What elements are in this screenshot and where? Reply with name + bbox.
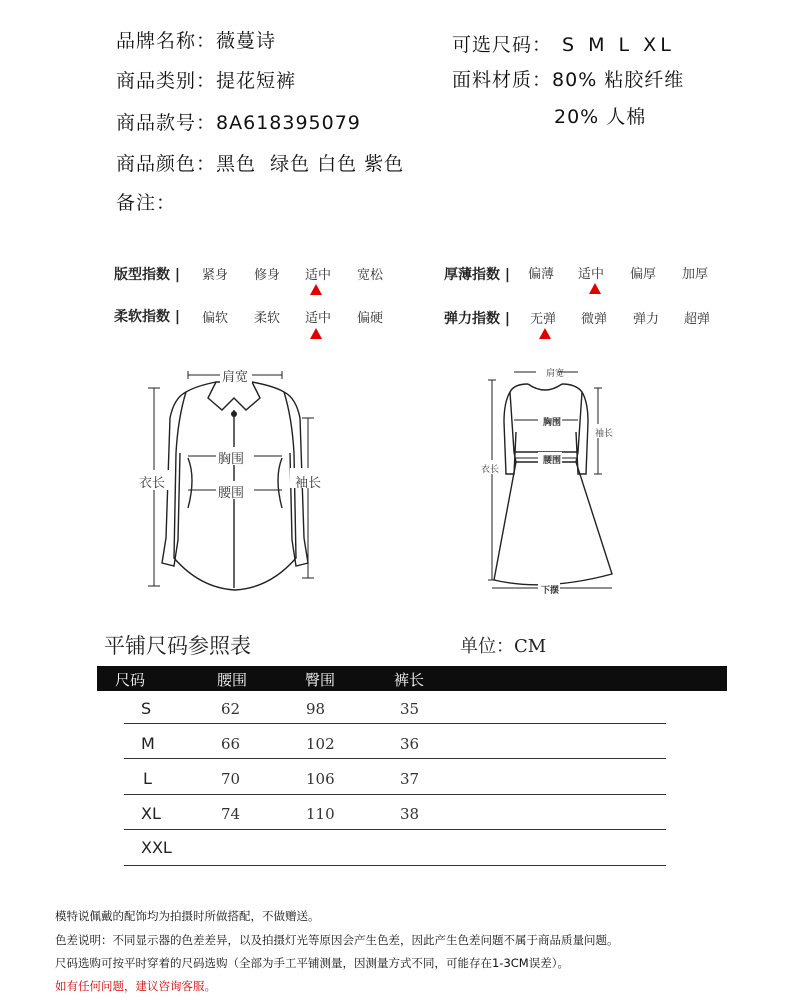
row-size: S: [141, 699, 152, 718]
thickness-marker-icon: [589, 283, 601, 294]
color-label: 商品颜色：: [116, 153, 217, 175]
row-size: L: [143, 769, 152, 788]
header-length: 裤长: [394, 671, 425, 689]
note-contact-service: 如有任何问题，建议咨询客服。: [55, 979, 216, 993]
thickness-index-label: 厚薄指数 |: [444, 267, 510, 283]
row-divider: [124, 723, 666, 724]
category-row: [116, 66, 296, 93]
material-row-2: [554, 102, 646, 129]
size-table-unit: 单位：CM: [460, 636, 547, 657]
note-accessories: 模特说佩戴的配饰均为拍摄时所做搭配，不做赠送。: [55, 909, 320, 923]
header-waist: 腰围: [217, 671, 248, 689]
thickness-option-2: 适中: [578, 267, 605, 282]
softness-option-3: 适中: [305, 311, 332, 326]
material-row: [452, 65, 684, 92]
shirt-shoulder-label: 肩宽: [222, 370, 249, 385]
note-color-difference: 色差说明：不同显示器的色差差异，以及拍摄灯光等原因会产生色差，因此产生色差问题不属于商品质量问题。: [55, 933, 619, 947]
fit-option-2: 修身: [254, 268, 281, 283]
header-hip: 臀围: [305, 671, 336, 689]
material-value-1: 80% 粘胶纤维: [552, 69, 685, 91]
row-waist: 66: [221, 735, 241, 753]
dress-waist-label: 腰围: [543, 456, 562, 466]
elasticity-option-2: 微弹: [581, 312, 608, 327]
sizes-row: [452, 30, 675, 57]
row-hip: 102: [306, 735, 335, 753]
row-hip: 98: [306, 700, 326, 718]
category-label: 商品类别：: [116, 70, 217, 92]
remark-label: 备注：: [116, 192, 177, 214]
note-size-guide: 尺码选购可按平时穿着的尺码选购（全部为手工平铺测量，因测量方式不同，可能存在1-3CM误差）。: [55, 956, 569, 970]
row-length: 37: [400, 770, 420, 788]
row-waist: 70: [221, 770, 241, 788]
fit-option-4: 宽松: [357, 268, 384, 283]
sizes-label: 可选尺码：: [452, 34, 553, 56]
sku-value: 8A618395079: [216, 112, 361, 134]
row-waist: 74: [221, 805, 241, 823]
material-value-2: 20% 人棉: [554, 106, 647, 128]
fit-option-3: 适中: [305, 268, 332, 283]
sku-label: 商品款号：: [116, 112, 217, 134]
fit-marker-icon: [310, 284, 322, 295]
row-size: XL: [141, 804, 161, 823]
softness-option-1: 偏软: [202, 311, 229, 326]
row-hip: 106: [306, 770, 335, 788]
softness-index-label: 柔软指数 |: [114, 309, 180, 325]
row-size: XXL: [141, 838, 172, 857]
brand-row: [116, 26, 276, 53]
row-length: 35: [400, 700, 420, 718]
shirt-length-label: 衣长: [139, 476, 166, 491]
dress-shoulder-label: 肩宽: [546, 369, 565, 379]
row-divider: [124, 865, 666, 866]
dress-measurement-diagram: [470, 362, 620, 598]
fit-option-1: 紧身: [202, 268, 229, 283]
thickness-option-4: 加厚: [682, 267, 709, 282]
elasticity-option-4: 超弹: [684, 312, 711, 327]
shirt-chest-label: 胸围: [218, 452, 245, 467]
row-size: M: [141, 734, 155, 753]
remark-row: [116, 188, 176, 215]
shirt-sleeve-label: 袖长: [295, 476, 322, 491]
shirt-waist-label: 腰围: [218, 486, 245, 501]
color-value: 黑色 绿色 白色 紫色: [216, 153, 405, 175]
brand-label: 品牌名称：: [116, 30, 217, 52]
size-table-title: 平铺尺码参照表: [104, 634, 251, 658]
dress-hem-label: 下摆: [541, 586, 560, 596]
thickness-option-3: 偏厚: [630, 267, 657, 282]
row-hip: 110: [306, 805, 335, 823]
dress-length-label: 衣长: [481, 465, 500, 475]
softness-option-4: 偏硬: [357, 311, 384, 326]
row-length: 36: [400, 735, 420, 753]
row-divider: [124, 758, 666, 759]
brand-value: 薇蔓诗: [216, 30, 277, 52]
sku-row: [116, 108, 361, 135]
elasticity-index-label: 弹力指数 |: [444, 311, 510, 327]
dress-sleeve-label: 袖长: [595, 429, 614, 439]
header-size: 尺码: [115, 671, 146, 689]
row-waist: 62: [221, 700, 241, 718]
dress-chest-label: 胸围: [543, 418, 562, 428]
fit-index-label: 版型指数 |: [114, 267, 180, 283]
material-label: 面料材质：: [452, 69, 553, 91]
thickness-option-1: 偏薄: [528, 267, 555, 282]
size-table-header: [97, 666, 727, 691]
color-row: [116, 149, 404, 176]
sizes-value: S M L XL: [562, 34, 675, 56]
category-value: 提花短裤: [216, 70, 297, 92]
elasticity-marker-icon: [539, 328, 551, 339]
elasticity-option-3: 弹力: [633, 312, 660, 327]
elasticity-option-1: 无弹: [530, 312, 557, 327]
row-divider: [124, 794, 666, 795]
softness-option-2: 柔软: [254, 311, 281, 326]
row-divider: [124, 829, 666, 830]
row-length: 38: [400, 805, 420, 823]
softness-marker-icon: [310, 328, 322, 339]
